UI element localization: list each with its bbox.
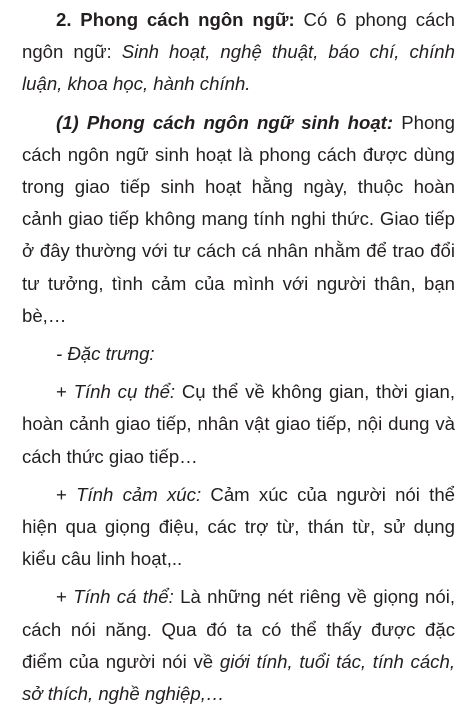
subsection-1-paragraph xyxy=(22,107,455,332)
feature-item xyxy=(22,581,455,710)
feature-bullet: + xyxy=(56,586,74,608)
section-2-styles-list: Sinh hoạt, nghệ thuật, báo chí, chính luận, khoa học, hành chính. xyxy=(22,41,455,95)
feature-term: Tính cụ thể: xyxy=(73,381,176,403)
features-label xyxy=(22,338,455,370)
feature-text: Là những nét riêng về giọng nói, cách nói năng. Qua đó ta có thể thấy được đặc điểm của người nói về xyxy=(22,586,455,672)
feature-item xyxy=(22,479,455,576)
feature-text: Cảm xúc của người nói thể hiện qua giọng điệu, các trợ từ, thán từ, sử dụng kiểu câu linh hoạt,.. xyxy=(22,483,456,570)
feature-bullet: + xyxy=(56,381,74,403)
feature-text: Cụ thể về không gian, thời gian, hoàn cảnh giao tiếp, nhân vật giao tiếp, nội dung và cách thức giao tiếp… xyxy=(22,381,455,467)
section-2-intro: Có 6 phong cách ngôn ngữ: xyxy=(22,9,455,63)
features-label-text: - Đặc trưng: xyxy=(56,343,155,365)
feature-bullet: + xyxy=(56,483,77,505)
feature-emphasis: giới tính, tuổi tác, tính cách, sở thích, nghề nghiệp,… xyxy=(22,650,455,705)
feature-term: Tính cá thể: xyxy=(73,586,174,608)
feature-term: Tính cảm xúc: xyxy=(76,483,202,505)
section-2-heading: 2. Phong cách ngôn ngữ: xyxy=(56,9,295,30)
subsection-1-heading: (1) Phong cách ngôn ngữ sinh hoạt: xyxy=(56,111,394,133)
subsection-1-body: Phong cách ngôn ngữ sinh hoạt là phong cách được dùng trong giao tiếp sinh hoạt hằng ngày, thuộc hoàn cảnh giao tiếp không mang tính nghi thức. Giao tiếp ở đây thường với tư cách cá nhân nhằm để trao đổi tư tưởng, tình cảm của mình với người thân, bạn bè,… xyxy=(22,111,455,326)
section-2-paragraph xyxy=(22,4,455,101)
feature-item xyxy=(22,376,455,473)
